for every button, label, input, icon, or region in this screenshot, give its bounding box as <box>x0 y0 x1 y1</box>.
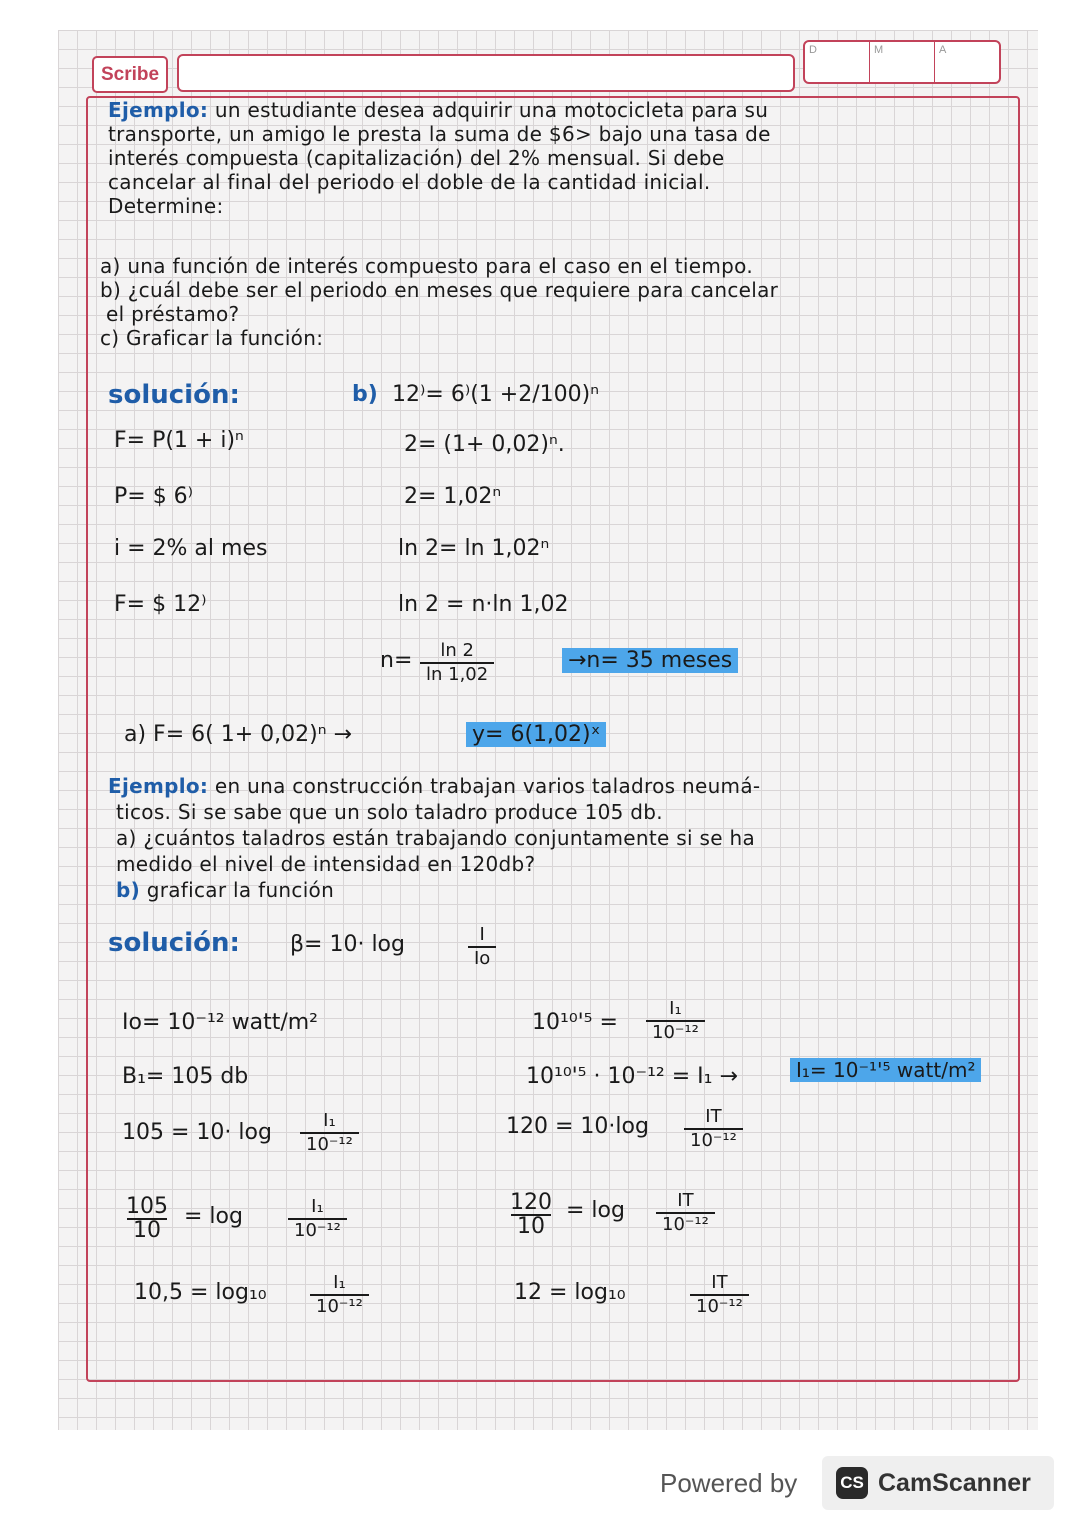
n-numerator: ln 2 <box>440 640 474 661</box>
question-b-cont: el préstamo? <box>106 302 240 326</box>
part-a-result: y= 6(1,02)ˣ <box>466 722 606 747</box>
n-fraction <box>420 640 494 686</box>
r3-fraction: $\frac{IT}{\text{10⁻¹²}}$ <box>684 1106 743 1152</box>
step-3: 2= 1,02ⁿ <box>404 484 502 509</box>
eq2-left-fraction: $\frac{105}{10}$ <box>126 1194 168 1243</box>
example2-b-label: b) <box>116 878 141 902</box>
r1-prefix: 10¹⁰'⁵ = <box>532 1010 618 1035</box>
eq2-right-fraction: $\frac{\text{I₁}}{\text{10⁻¹²}}$ <box>288 1196 347 1242</box>
example2-line-3: a) ¿cuántos taladros están trabajando conjuntamente si se ha <box>116 826 756 850</box>
date-field <box>803 40 1001 84</box>
io-line: Io= 10⁻¹² watt/m² <box>122 1010 319 1035</box>
date-year-cell: A <box>934 42 999 82</box>
example2-line-2: ticos. Si se sabe que un solo taladro produce 105 db. <box>116 800 663 824</box>
n-result-line <box>562 648 738 673</box>
rate-value: i = 2% al mes <box>114 536 268 561</box>
example2-line-4: medido el nivel de intensidad en 120db? <box>116 852 536 876</box>
formula-beta: β= 10· log <box>290 932 405 957</box>
part-a-result-line <box>466 722 606 747</box>
r2-result: I₁= 10⁻¹'⁵ watt/m² <box>790 1058 981 1082</box>
camscanner-badge <box>822 1456 1054 1510</box>
r3-prefix: 120 = 10·log <box>506 1114 649 1139</box>
r5-fraction: $\frac{IT}{\text{10⁻¹²}}$ <box>690 1272 749 1318</box>
r4-mid: = log <box>566 1198 625 1223</box>
example1-line-4: cancelar al final del periodo el doble de la cantidad inicial. <box>108 170 711 194</box>
title-field <box>177 54 795 92</box>
n-denominator: ln 1,02 <box>420 662 494 686</box>
r2-result-line <box>790 1058 981 1082</box>
example1-line-1: Ejemplo: un estudiante desea adquirir una motocicleta para su <box>108 98 769 122</box>
question-b: b) ¿cuál debe ser el periodo en meses que requiere para cancelar <box>100 278 779 302</box>
eq1-fraction: $\frac{\text{I₁}}{\text{10⁻¹²}}$ <box>300 1110 359 1156</box>
step-5: ln 2 = n·ln 1,02 <box>398 592 569 617</box>
part-b-label: b) <box>352 382 378 407</box>
step-4: ln 2= ln 1,02ⁿ <box>398 536 550 561</box>
r4-right-fraction: $\frac{IT}{\text{10⁻¹²}}$ <box>656 1190 715 1236</box>
b1-line: B₁= 105 db <box>122 1064 249 1089</box>
scribe-logo: Scribe <box>92 56 168 93</box>
powered-by-text: Powered by <box>660 1468 798 1498</box>
solution-label-1: solución: <box>108 380 240 410</box>
r5-prefix: 12 = log₁₀ <box>514 1280 626 1305</box>
eq1-prefix: 105 = 10· log <box>122 1120 272 1145</box>
question-c: c) Graficar la función: <box>100 326 324 350</box>
step-2: 2= (1+ 0,02)ⁿ. <box>404 432 565 457</box>
example1-line-2: transporte, un amigo le presta la suma de $6> bajo una tasa de <box>108 122 771 146</box>
formula-compound: F= P(1 + i)ⁿ <box>114 428 244 453</box>
example2-title: Ejemplo: <box>108 774 209 798</box>
solution-label-2: solución: <box>108 928 240 958</box>
beta-fraction <box>468 924 496 970</box>
n-prefix: n= <box>380 648 413 673</box>
eq3-prefix: 10,5 = log₁₀ <box>134 1280 267 1305</box>
r2-line: 10¹⁰'⁵ · 10⁻¹² = I₁ → <box>526 1064 738 1089</box>
example2-line-5: b) graficar la función <box>116 878 335 902</box>
principal-value: P= $ 6⁾ <box>114 484 194 509</box>
beta-denominator: Io <box>468 946 496 970</box>
example1-title: Ejemplo: <box>108 98 209 122</box>
part-a-line: a) F= 6( 1+ 0,02)ⁿ → <box>124 722 352 747</box>
example1-line-3: interés compuesta (capitalización) del 2% mensual. Si debe <box>108 146 725 170</box>
n-result: →n= 35 meses <box>562 648 738 673</box>
example2-line-1: Ejemplo: en una construcción trabajan varios taladros neumá- <box>108 774 761 798</box>
example1-line-5: Determine: <box>108 194 224 218</box>
r4-left-fraction: $\frac{120}{10}$ <box>510 1190 552 1239</box>
camscanner-name: CamScanner <box>878 1468 1031 1497</box>
camscanner-logo-icon: CS <box>836 1467 868 1499</box>
question-a: a) una función de interés compuesto para el caso en el tiempo. <box>100 254 753 278</box>
future-value: F= $ 12⁾ <box>114 592 207 617</box>
eq2-mid: = log <box>184 1204 243 1229</box>
date-day-cell: D <box>809 44 817 56</box>
date-month-cell: M <box>869 42 934 82</box>
r1-fraction: $\frac{\text{I₁}}{\text{10⁻¹²}}$ <box>646 998 705 1044</box>
eq3-fraction: $\frac{\text{I₁}}{\text{10⁻¹²}}$ <box>310 1272 369 1318</box>
beta-numerator: I <box>479 924 485 945</box>
step-1: 12⁾= 6⁾(1 +2/100)ⁿ <box>392 382 599 407</box>
